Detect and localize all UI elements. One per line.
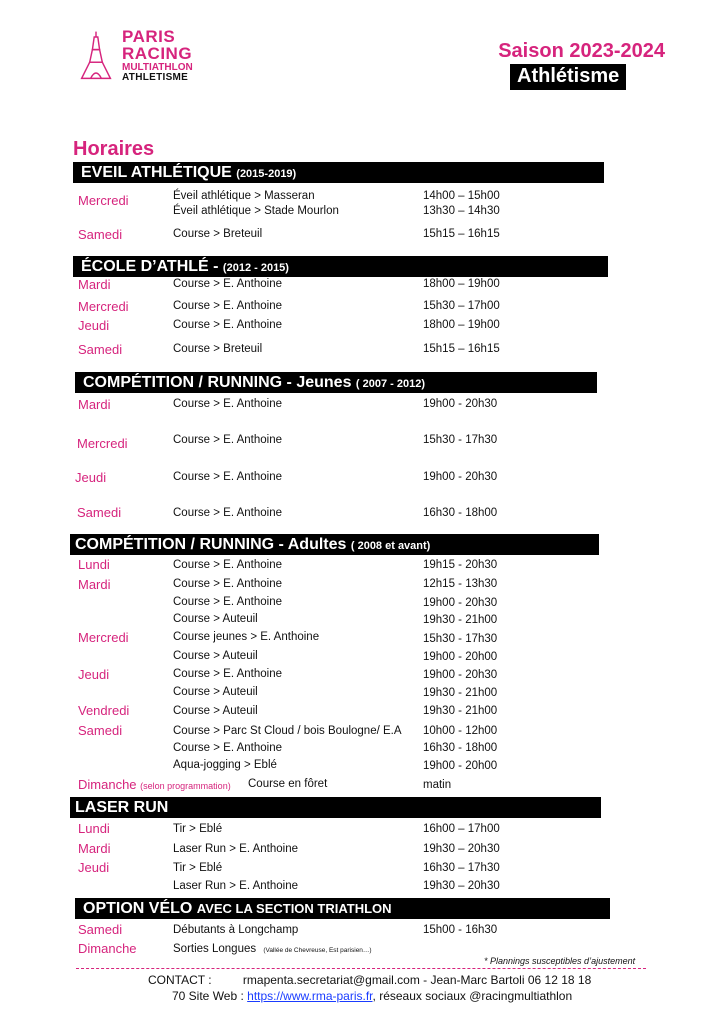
section-title: COMPÉTITION / RUNNING - Jeunes <box>83 374 356 391</box>
section-title: LASER RUN <box>75 799 169 816</box>
activity-text: Sorties Longues <box>173 943 257 955</box>
time: 19h00 - 20h00 <box>423 760 498 772</box>
day-label: Samedi <box>77 505 122 520</box>
website-prefix: 70 Site Web : <box>172 989 248 1003</box>
time: 19h30 – 20h30 <box>423 843 500 855</box>
section-title: COMPÉTITION / RUNNING - Adultes <box>75 536 351 553</box>
time: 16h30 - 18h00 <box>423 742 498 754</box>
time: 19h15 - 20h30 <box>423 559 498 571</box>
activity: Course > E. Anthoine <box>173 278 283 290</box>
activity: Course > Parc St Cloud / bois Boulogne/ E.A <box>173 725 402 737</box>
contact-line <box>148 973 591 987</box>
time: 19h30 - 21h00 <box>423 687 498 699</box>
activity: Course > E. Anthoine <box>173 319 283 331</box>
time: 16h30 – 17h30 <box>423 862 500 874</box>
time: matin <box>423 779 452 791</box>
day-label: Samedi <box>78 342 123 357</box>
day-note: (selon programmation) <box>140 781 231 791</box>
page-title: Horaires <box>73 138 155 160</box>
activity: Course > E. Anthoine <box>173 596 283 608</box>
website-link[interactable]: https://www.rma-paris.fr <box>247 989 373 1003</box>
contact-info: rmapenta.secretariat@gmail.com - Jean-Marc Bartoli 06 12 18 18 <box>242 973 592 987</box>
section-note: ( 2007 - 2012) <box>355 378 426 390</box>
day-label: Mardi <box>78 277 111 292</box>
logo-line-athletisme: ATHLETISME <box>122 72 189 83</box>
time: 18h00 – 19h00 <box>423 278 500 290</box>
activity: Tir > Eblé <box>173 823 223 835</box>
time: 16h00 – 17h00 <box>423 823 500 835</box>
activity: Course > E. Anthoine <box>173 559 283 571</box>
activity: Course > Auteuil <box>173 686 258 698</box>
time: 13h30 – 14h30 <box>423 205 500 217</box>
activity: Débutants à Longchamp <box>173 924 299 936</box>
day-label: Samedi <box>78 227 123 242</box>
day-label: Jeudi <box>78 667 110 682</box>
section-bar-competition-adultes <box>70 534 599 555</box>
logo-line-racing: RACING <box>122 44 193 63</box>
time: 15h30 - 17h30 <box>423 434 498 446</box>
activity: Course > Auteuil <box>173 613 258 625</box>
time: 10h00 - 12h00 <box>423 725 498 737</box>
website-line <box>172 989 572 1003</box>
section-bar-laser-run <box>70 797 601 818</box>
day-label: Lundi <box>78 557 110 572</box>
season-title: Saison 2023-2024 <box>498 40 665 62</box>
time: 19h30 - 21h00 <box>423 705 498 717</box>
activity: Course > Breteuil <box>173 343 263 355</box>
time: 15h15 – 16h15 <box>423 343 500 355</box>
website-suffix: , réseaux sociaux @racingmultiathlon <box>372 989 573 1003</box>
time: 15h30 - 17h30 <box>423 633 498 645</box>
time: 15h00 - 16h30 <box>423 924 498 936</box>
eiffel-tower-logo-icon <box>78 28 114 82</box>
activity: Laser Run > E. Anthoine <box>173 843 298 855</box>
activity: Course > Breteuil <box>173 228 263 240</box>
activity: Tir > Eblé <box>173 862 223 874</box>
activity-note: (Vallée de Chevreuse, Est parisien…) <box>263 947 372 954</box>
section-note: AVEC LA SECTION TRIATHLON <box>196 901 392 916</box>
activity: Course > E. Anthoine <box>173 434 283 446</box>
time: 16h30 - 18h00 <box>423 507 498 519</box>
day-label: Lundi <box>78 821 110 836</box>
section-bar-eveil <box>73 162 604 183</box>
activity: Aqua-jogging > Eblé <box>173 759 277 771</box>
time: 19h30 – 20h30 <box>423 880 500 892</box>
contact-label: CONTACT : <box>148 973 212 987</box>
section-title: OPTION VÉLO <box>83 900 197 917</box>
activity: Course > Auteuil <box>173 705 258 717</box>
activity: Course > E. Anthoine <box>173 668 283 680</box>
day-label-text: Dimanche <box>78 777 137 792</box>
time: 18h00 – 19h00 <box>423 319 500 331</box>
activity: Course > E. Anthoine <box>173 398 283 410</box>
day-label: Dimanche <box>78 941 137 956</box>
day-label: Mardi <box>78 577 111 592</box>
day-label: Vendredi <box>78 703 130 718</box>
time: 19h30 - 21h00 <box>423 614 498 626</box>
section-note: ( 2008 et avant) <box>350 540 431 552</box>
day-label: Samedi <box>78 723 123 738</box>
logo-line-multiathlon: MULTIATHLON <box>122 62 193 73</box>
day-label: Mardi <box>78 397 111 412</box>
logo-line-paris: PARIS <box>122 27 176 46</box>
day-label: Jeudi <box>78 318 110 333</box>
day-label: Mardi <box>78 841 111 856</box>
footer-divider <box>76 968 646 969</box>
activity: Course jeunes > E. Anthoine <box>173 631 320 643</box>
disclaimer: * Plannings susceptibles d’ajustement <box>484 956 636 966</box>
section-note: (2015-2019) <box>236 168 297 180</box>
activity <box>173 943 372 955</box>
club-logo-text <box>122 28 193 83</box>
time: 19h00 - 20h30 <box>423 597 498 609</box>
time: 19h00 - 20h30 <box>423 398 498 410</box>
section-bar-option-velo <box>75 898 610 919</box>
day-label: Samedi <box>78 922 123 937</box>
section-title: ÉCOLE D’ATHLÉ - <box>81 258 223 275</box>
discipline-badge: Athlétisme <box>510 64 626 90</box>
day-label <box>78 777 231 792</box>
activity: Course > E. Anthoine <box>173 578 283 590</box>
time: 19h00 - 20h30 <box>423 471 498 483</box>
day-label: Mercredi <box>78 193 129 208</box>
day-label: Jeudi <box>75 470 107 485</box>
time: 15h15 – 16h15 <box>423 228 500 240</box>
activity: Course en fôret <box>248 778 328 790</box>
time: 14h00 – 15h00 <box>423 190 500 202</box>
section-bar-ecole <box>73 256 608 277</box>
time: 19h00 - 20h00 <box>423 651 498 663</box>
time: 19h00 - 20h30 <box>423 669 498 681</box>
section-note: (2012 - 2015) <box>222 262 289 274</box>
activity: Laser Run > E. Anthoine <box>173 880 298 892</box>
section-bar-competition-jeunes <box>75 372 597 393</box>
activity: Course > Auteuil <box>173 650 258 662</box>
activity: Course > E. Anthoine <box>173 742 283 754</box>
activity: Course > E. Anthoine <box>173 471 283 483</box>
time: 15h30 – 17h00 <box>423 300 500 312</box>
activity: Éveil athlétique > Stade Mourlon <box>173 205 339 217</box>
day-label: Mercredi <box>78 630 129 645</box>
time: 12h15 - 13h30 <box>423 578 498 590</box>
day-label: Mercredi <box>77 436 128 451</box>
activity: Course > E. Anthoine <box>173 300 283 312</box>
activity: Éveil athlétique > Masseran <box>173 190 315 202</box>
day-label: Jeudi <box>78 860 110 875</box>
section-title: EVEIL ATHLÉTIQUE <box>81 164 232 181</box>
activity: Course > E. Anthoine <box>173 507 283 519</box>
day-label: Mercredi <box>78 299 129 314</box>
